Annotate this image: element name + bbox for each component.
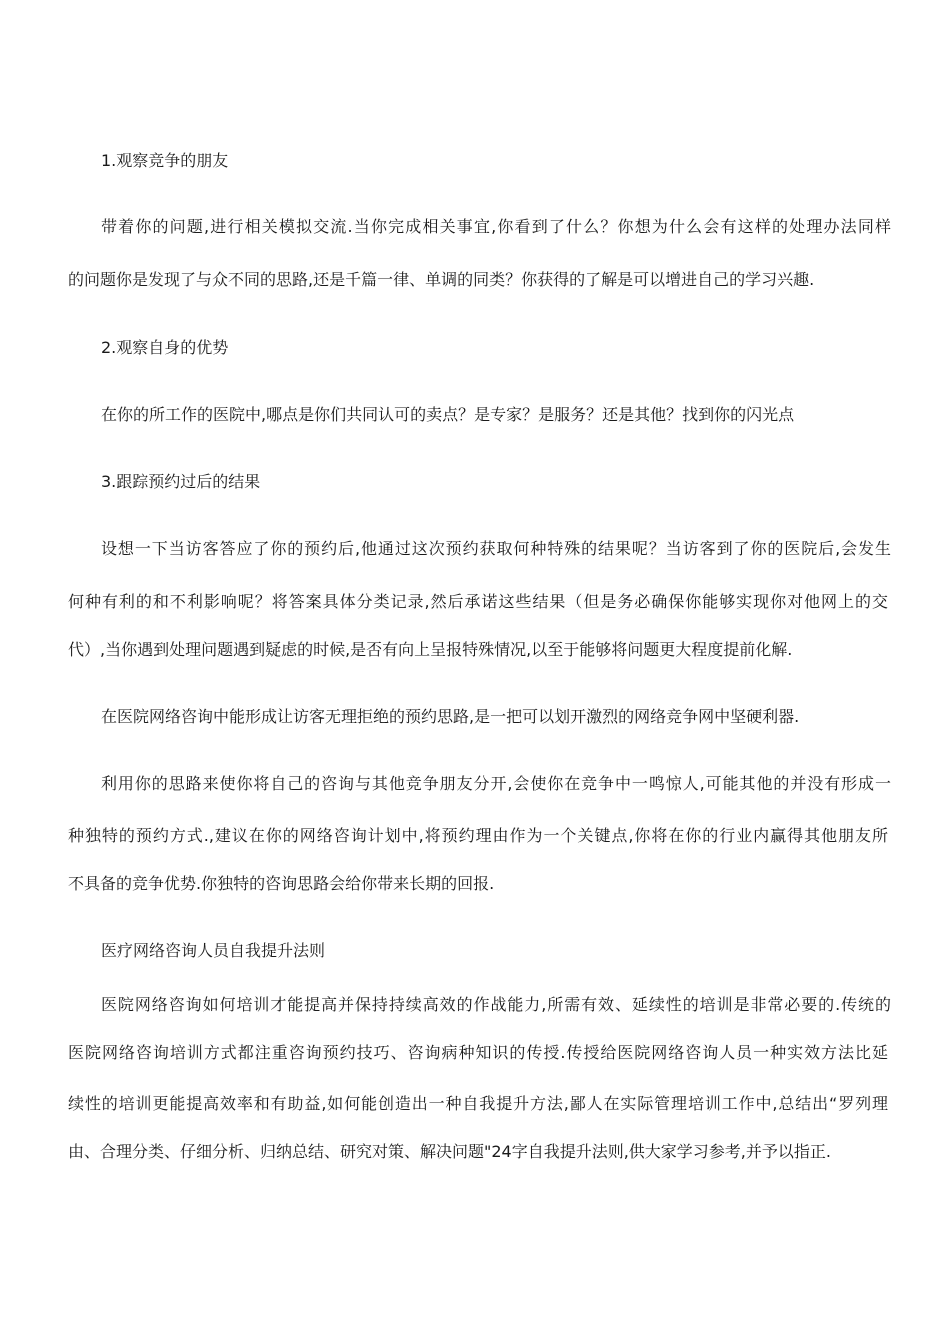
paragraph-line: 何种有利的和不利影响呢？将答案具体分类记录,然后承诺这些结果（但是务必确保你能够实现你对他网上的交 bbox=[68, 592, 888, 611]
heading-track-results: 3.跟踪预约过后的结果 bbox=[101, 472, 261, 491]
heading-observe-competitors: 1.观察竞争的朋友 bbox=[101, 151, 229, 170]
paragraph-line: 代）,当你遇到处理问题遇到疑虑的时候,是否有向上呈报特殊情况,以至于能够将问题更大程度提前化解. bbox=[68, 640, 793, 659]
paragraph-line: 医院网络咨询如何培训才能提高并保持持续高效的作战能力,所需有效、延续性的培训是非常必要的.传统的 bbox=[101, 995, 891, 1014]
paragraph-line: 在你的所工作的医院中,哪点是你们共同认可的卖点？是专家？是服务？还是其他？找到你的闪光点 bbox=[101, 405, 795, 424]
paragraph-line: 不具备的竞争优势.你独特的咨询思路会给你带来长期的回报. bbox=[68, 874, 495, 893]
paragraph-line: 设想一下当访客答应了你的预约后,他通过这次预约获取何种特殊的结果呢？当访客到了你的医院后,会发生 bbox=[101, 539, 891, 558]
paragraph-line: 带着你的问题,进行相关模拟交流.当你完成相关事宜,你看到了什么？你想为什么会有这样的处理办法同样 bbox=[101, 217, 891, 236]
paragraph-line: 利用你的思路来使你将自己的咨询与其他竞争朋友分开,会使你在竞争中一鸣惊人,可能其他的并没有形成一 bbox=[101, 774, 891, 793]
heading-self-improvement: 医疗网络咨询人员自我提升法则 bbox=[101, 941, 326, 960]
paragraph-line: 种独特的预约方式.,建议在你的网络咨询计划中,将预约理由作为一个关键点,你将在你的行业内赢得其他朋友所 bbox=[68, 826, 888, 845]
paragraph-line: 的问题你是发现了与众不同的思路,还是千篇一律、单调的同类？你获得的了解是可以增进自己的学习兴趣. bbox=[68, 270, 815, 289]
paragraph-line: 由、合理分类、仔细分析、归纳总结、研究对策、解决问题"24字自我提升法则,供大家学习参考,并予以指正. bbox=[68, 1142, 831, 1161]
paragraph-line: 续性的培训更能提高效率和有助益,如何能创造出一种自我提升方法,鄙人在实际管理培训工作中,总结出“罗列理 bbox=[68, 1094, 888, 1113]
heading-observe-strengths: 2.观察自身的优势 bbox=[101, 338, 229, 357]
paragraph-line: 医院网络咨询培训方式都注重咨询预约技巧、咨询病种知识的传授.传授给医院网络咨询人员一种实效方法比延 bbox=[68, 1043, 888, 1062]
paragraph-line: 在医院网络咨询中能形成让访客无理拒绝的预约思路,是一把可以划开激烈的网络竞争网中坚硬利器. bbox=[101, 707, 800, 726]
